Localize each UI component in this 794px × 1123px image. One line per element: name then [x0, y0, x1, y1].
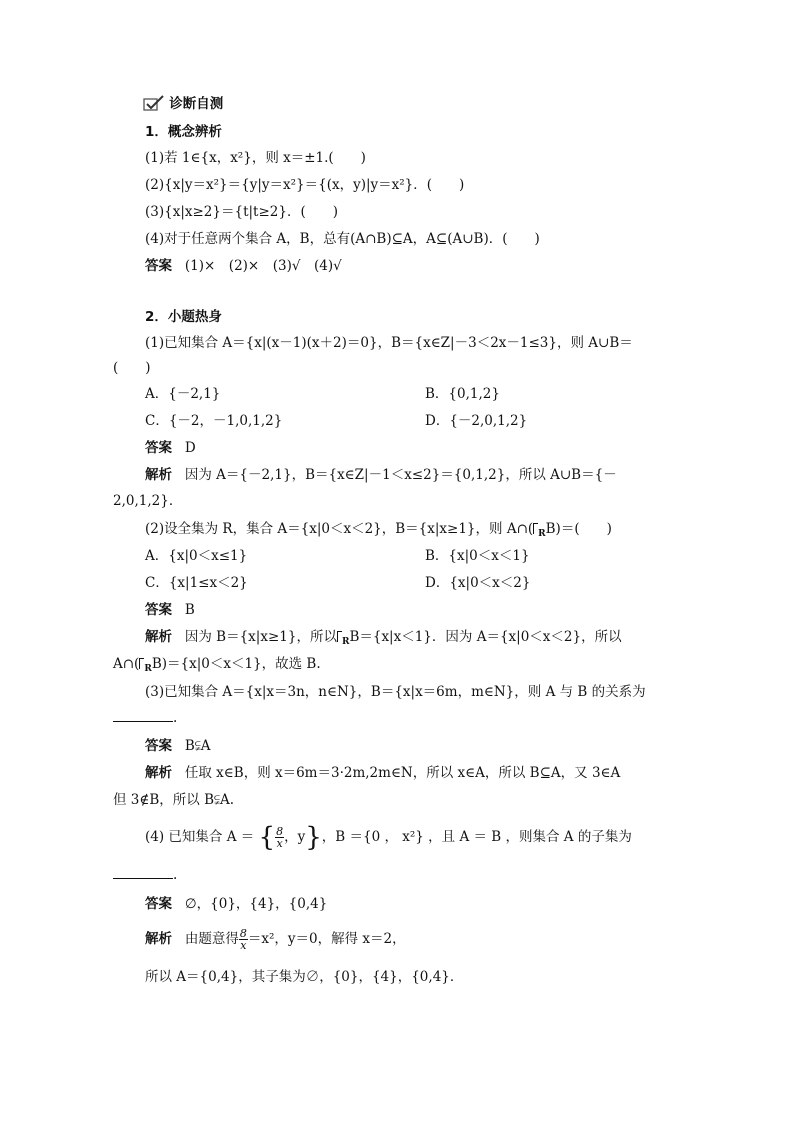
answer-label: 答案: [145, 440, 172, 456]
analysis-text-2: B)＝{x|0＜x＜1}，故选 B.: [151, 656, 321, 672]
stem-end: .: [173, 867, 178, 883]
p1-analysis-b: 2,0,1,2}．: [113, 493, 183, 509]
analysis-label: 解析: [145, 467, 172, 483]
answer-text: (1)× (2)× (3)√ (4)√: [184, 258, 342, 274]
p1-option-c: C．{－2，－1,0,1,2}: [145, 413, 283, 429]
p2-analysis-b: [113, 654, 321, 679]
p2-option-c: C．{x|1≤x＜2}: [145, 575, 248, 591]
fill-blank[interactable]: [113, 709, 173, 722]
answer-label: 答案: [145, 738, 172, 754]
analysis-text: 任取 x∈B，则 x＝6m＝3·2m,2m∈N，所以 x∈A，所以 B⊆A，又 3∈A: [184, 765, 621, 781]
answer-text: B⫋A: [184, 738, 211, 754]
answer-text: B: [184, 602, 195, 618]
p1-option-a: A．{－2,1}: [145, 386, 221, 402]
analysis-label: 解析: [145, 629, 172, 645]
s1-q2: (2){x|y＝x²}＝{y|y＝x²}＝{(x，y)|y＝x²}．( ): [145, 177, 465, 193]
section-title: 诊断自测: [169, 96, 224, 112]
p4-stem-text: (4) 已知集合 A ＝: [145, 829, 255, 845]
checkbox-icon: [143, 95, 165, 117]
analysis-text: 由题意得: [184, 931, 239, 947]
p4-stem-y: ，y: [284, 829, 306, 845]
s1-heading: 1．概念辨析: [145, 124, 222, 140]
p2-stem-text: (2)设全集为 R，集合 A＝{x|0＜x＜2}，B＝{x|x≥1}，则 A∩(: [145, 521, 534, 537]
p1-analysis-a: [145, 465, 617, 485]
analysis-sub: R: [341, 637, 350, 647]
analysis-sub: R: [144, 664, 152, 674]
analysis-text-2: ＝x²，y＝0，解得 x＝2，: [247, 931, 406, 947]
answer-label: 答案: [145, 896, 172, 912]
analysis-text: A∩(: [113, 656, 140, 672]
answer-label: 答案: [145, 258, 172, 274]
p2-answer: [145, 600, 195, 620]
analysis-text: 因为 B＝{x|x≥1}，所以: [184, 629, 337, 645]
analysis-text: 因为 A＝{－2,1}，B＝{x∈Z|－1＜x≤2}＝{0,1,2}，所以 A∪B＝{－: [184, 467, 617, 483]
p2-option-d: D．{x|0＜x＜2}: [425, 575, 531, 591]
fraction-denominator: x: [240, 939, 247, 952]
p1-stem-a: (1)已知集合 A＝{x|(x－1)(x＋2)＝0}，B＝{x∈Z|－3＜2x－1≤3}，则 A∪B＝: [145, 335, 633, 351]
fraction-numerator: 8: [239, 927, 247, 940]
p4-stem-text-2: ，B ＝{0 ， x²} ，且 A ＝ B ，则集合 A 的子集为: [321, 829, 632, 845]
p3-analysis-a: [145, 763, 620, 783]
p2-analysis-a: [145, 627, 622, 652]
answer-text: ∅，{0}，{4}，{0,4}: [184, 896, 328, 912]
fill-blank[interactable]: [113, 866, 173, 879]
stem-end: .: [173, 710, 178, 726]
p3-answer: [145, 736, 211, 756]
p2-stem: [145, 519, 612, 544]
s1-q4: (4)对于任意两个集合 A，B，总有(A∩B)⊆A，A⊆(A∪B)．( ): [145, 231, 540, 247]
analysis-label: 解析: [145, 931, 172, 947]
s1-answer: [145, 256, 342, 276]
right-brace: }: [305, 822, 322, 853]
p3-stem: (3)已知集合 A＝{x|x＝3n，n∈N}，B＝{x|x＝6m，m∈N}，则 A 与 B 的关系为: [145, 684, 646, 700]
section-header: [143, 94, 223, 117]
p4-blank: [113, 865, 177, 885]
fraction-numerator: 8: [276, 825, 284, 838]
p4-stem: [145, 822, 632, 853]
p1-stem-b: ( ): [113, 360, 151, 376]
p4-analysis-b: 所以 A＝{0,4}，其子集为∅，{0}，{4}，{0,4}．: [145, 969, 464, 985]
answer-text: D: [184, 440, 196, 456]
s1-q1: (1)若 1∈{x，x²}，则 x＝±1.( ): [145, 150, 366, 166]
fraction: [275, 826, 284, 849]
p2-option-b: B．{x|0＜x＜1}: [425, 548, 530, 564]
analysis-label: 解析: [145, 765, 172, 781]
p2-stem-sub: R: [538, 529, 546, 539]
fraction-denominator: x: [276, 837, 283, 850]
p3-analysis-b: 但 3∉B，所以 B⫋A.: [113, 792, 234, 808]
p4-analysis-a: [145, 928, 406, 951]
s1-q3: (3){x|x≥2}＝{t|t≥2}．( ): [145, 204, 338, 220]
p3-blank: [113, 708, 177, 728]
left-brace: {: [258, 822, 276, 853]
p2-stem-end: B)＝( ): [545, 521, 612, 537]
p4-answer: [145, 894, 327, 914]
answer-label: 答案: [145, 602, 172, 618]
p1-answer: [145, 438, 196, 458]
s2-heading: 2．小题热身: [145, 309, 222, 325]
p1-option-b: B．{0,1,2}: [425, 386, 500, 402]
p2-option-a: A．{x|0＜x≤1}: [145, 548, 248, 564]
fraction: [239, 928, 248, 951]
p1-option-d: D．{－2,0,1,2}: [425, 413, 528, 429]
analysis-text-2: B＝{x|x＜1}．因为 A＝{x|0＜x＜2}，所以: [349, 629, 622, 645]
